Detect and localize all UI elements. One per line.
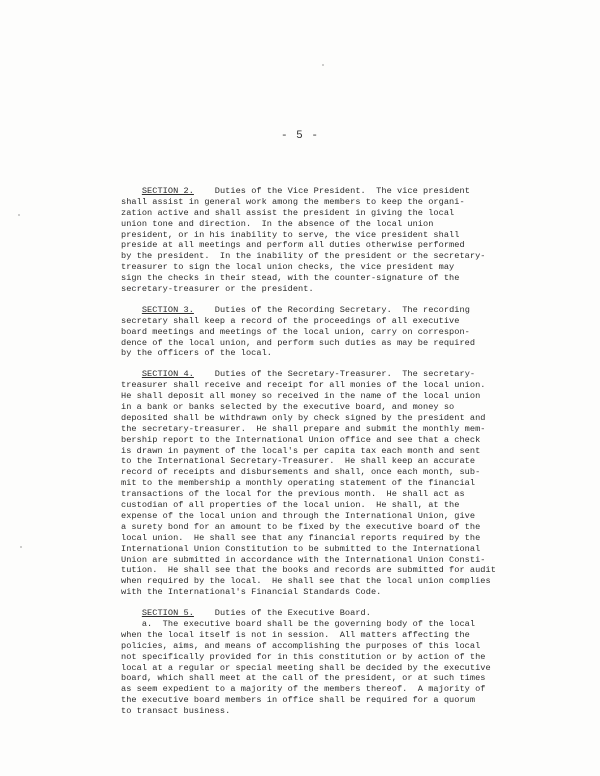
section-line: as seem expedient to a majority of the members thereof. A majority of	[121, 684, 486, 695]
section-line: secretary-treasurer or the president.	[121, 284, 314, 295]
section-line: SECTION 4. Duties of the Secretary-Treasurer. The secretary-	[141, 369, 476, 380]
section-line: not specifically provided for in this constitution or by action of the	[121, 651, 486, 662]
section-heading: SECTION 3.	[141, 304, 194, 315]
section-line: transactions of the local for the previous month. He shall act as	[121, 489, 465, 500]
section-line: treasurer to sign the local union checks, the vice president may	[121, 262, 455, 273]
section-line: board meetings and meetings of the local union, carry on correspon-	[121, 326, 470, 337]
section-3	[121, 305, 591, 359]
document-body	[121, 186, 591, 727]
section-line: SECTION 2. Duties of the Vice President. The vice president	[141, 186, 470, 196]
section-line: expense of the local union and through the International Union, give	[121, 510, 476, 521]
section-line: sign the checks in their stead, with the counter-signature of the	[121, 273, 460, 284]
section-line: tution. He shall see that the books and records are submitted for audit	[121, 565, 496, 576]
section-line: the executive board members in office shall be required for a quorum	[121, 695, 476, 706]
section-line: SECTION 5. Duties of the Executive Board.	[141, 608, 371, 619]
section-line: is drawn in payment of the local's per capita tax each month and sent	[121, 445, 481, 456]
section-line: bership report to the International Union office and see that a check	[121, 434, 481, 445]
section-line: by the president. In the inability of the president or the secretary-	[121, 251, 486, 262]
section-line: president, or in his inability to serve, the vice president shall	[121, 229, 460, 240]
section-line: a. The executive board shall be the governing body of the local	[121, 618, 476, 629]
section-line: when required by the local. He shall see that the local union complies	[121, 576, 491, 587]
section-line: the secretary-treasurer. He shall prepare and submit the monthly mem-	[121, 423, 486, 434]
scan-speck	[322, 64, 324, 66]
section-line: in a bank or banks selected by the executive board, and money so	[121, 402, 455, 413]
section-line: board, which shall meet at the call of the president, or at such times	[121, 673, 486, 684]
section-line: International Union Constitution to be submitted to the International	[121, 543, 481, 554]
section-line: policies, aims, and means of accomplishing the purposes of this local	[121, 640, 481, 651]
section-heading: SECTION 5.	[141, 608, 194, 619]
scan-speck	[20, 546, 22, 548]
section-line: by the officers of the local.	[121, 348, 273, 359]
section-line: local union. He shall see that any financial reports required by the	[121, 532, 481, 543]
section-line: union tone and direction. In the absence of the local union	[121, 218, 434, 229]
section-line: local at a regular or special meeting shall be decided by the executive	[121, 662, 491, 673]
section-line: SECTION 3. Duties of the Recording Secretary. The recording	[141, 304, 470, 315]
section-line: deposited shall be withdrawn only by check signed by the president and	[121, 412, 486, 423]
section-line: preside at all meetings and perform all duties otherwise performed	[121, 240, 465, 251]
section-line: with the International's Financial Standards Code.	[121, 587, 382, 598]
section-line: secretary shall keep a record of the proceedings of all executive	[121, 315, 460, 326]
section-line: when the local itself is not in session. All matters affecting the	[121, 629, 470, 640]
section-line: custodian of all properties of the local union. He shall, at the	[121, 500, 460, 511]
section-heading: SECTION 2.	[141, 186, 194, 196]
section-line: treasurer shall receive and receipt for all monies of the local union.	[121, 380, 486, 391]
section-line: shall assist in general work among the members to keep the organi-	[121, 196, 465, 207]
section-5	[121, 608, 591, 717]
section-line: to transact business.	[121, 706, 231, 717]
section-line: a surety bond for an amount to be fixed by the executive board of the	[121, 521, 481, 532]
scan-speck	[18, 214, 20, 216]
section-line: to the International Secretary-Treasurer. He shall keep an accurate	[121, 456, 476, 467]
section-line: He shall deposit all money so received in the name of the local union	[121, 391, 481, 402]
section-heading: SECTION 4.	[141, 369, 194, 380]
section-line: mit to the membership a monthly operating statement of the financial	[121, 478, 476, 489]
section-line: zation active and shall assist the president in giving the local	[121, 207, 455, 218]
section-line: Union are submitted in accordance with the International Union Consti-	[121, 554, 486, 565]
section-4	[121, 369, 591, 598]
section-line: dence of the local union, and perform such duties as may be required	[121, 337, 476, 348]
section-line: record of receipts and disbursements and shall, once each month, sub-	[121, 467, 481, 478]
page-number: - 5 -	[280, 130, 319, 142]
section-2	[121, 186, 591, 295]
